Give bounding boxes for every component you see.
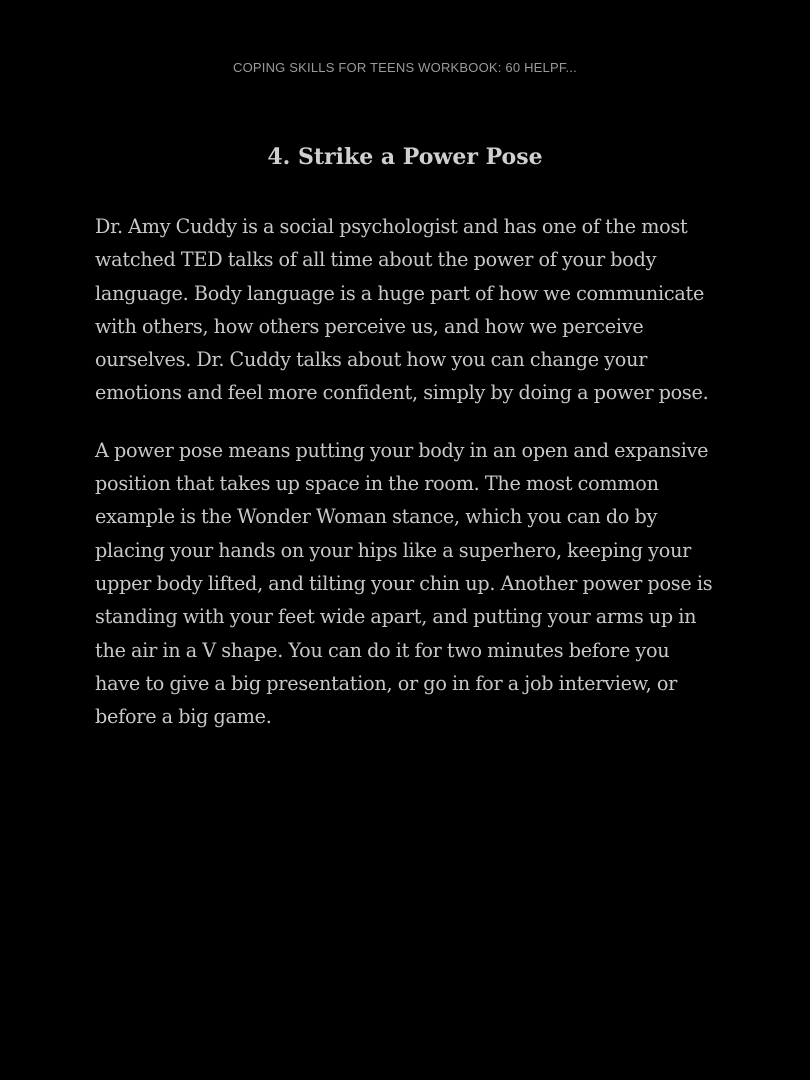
section-heading: 4. Strike a Power Pose xyxy=(267,144,543,170)
page-content xyxy=(95,140,715,757)
body-paragraph-2: A power pose means putting your body in an open and expansive position that takes up space in the room. The most common example is the Wonder Woman stance, which you can do by placing your hands on your hips like a superhero, keeping your upper body lifted, and tilting your chin up. Another power pose is standing with your feet wide apart, and putting your arms up in the air in a V shape. You can do it for two minutes before you have to give a big presentation, or go in for a job interview, or before a big game. xyxy=(95,438,713,729)
book-title-header: COPING SKILLS FOR TEENS WORKBOOK: 60 HELPF... xyxy=(233,60,577,75)
body-paragraph-1: Dr. Amy Cuddy is a social psychologist and has one of the most watched TED talks of all time about the power of your body language. Body language is a huge part of how we communicate with others, how others perceive us, and how we perceive ourselves. Dr. Cuddy talks about how you can change your emotions and feel more confident, simply by doing a power pose. xyxy=(95,215,709,405)
